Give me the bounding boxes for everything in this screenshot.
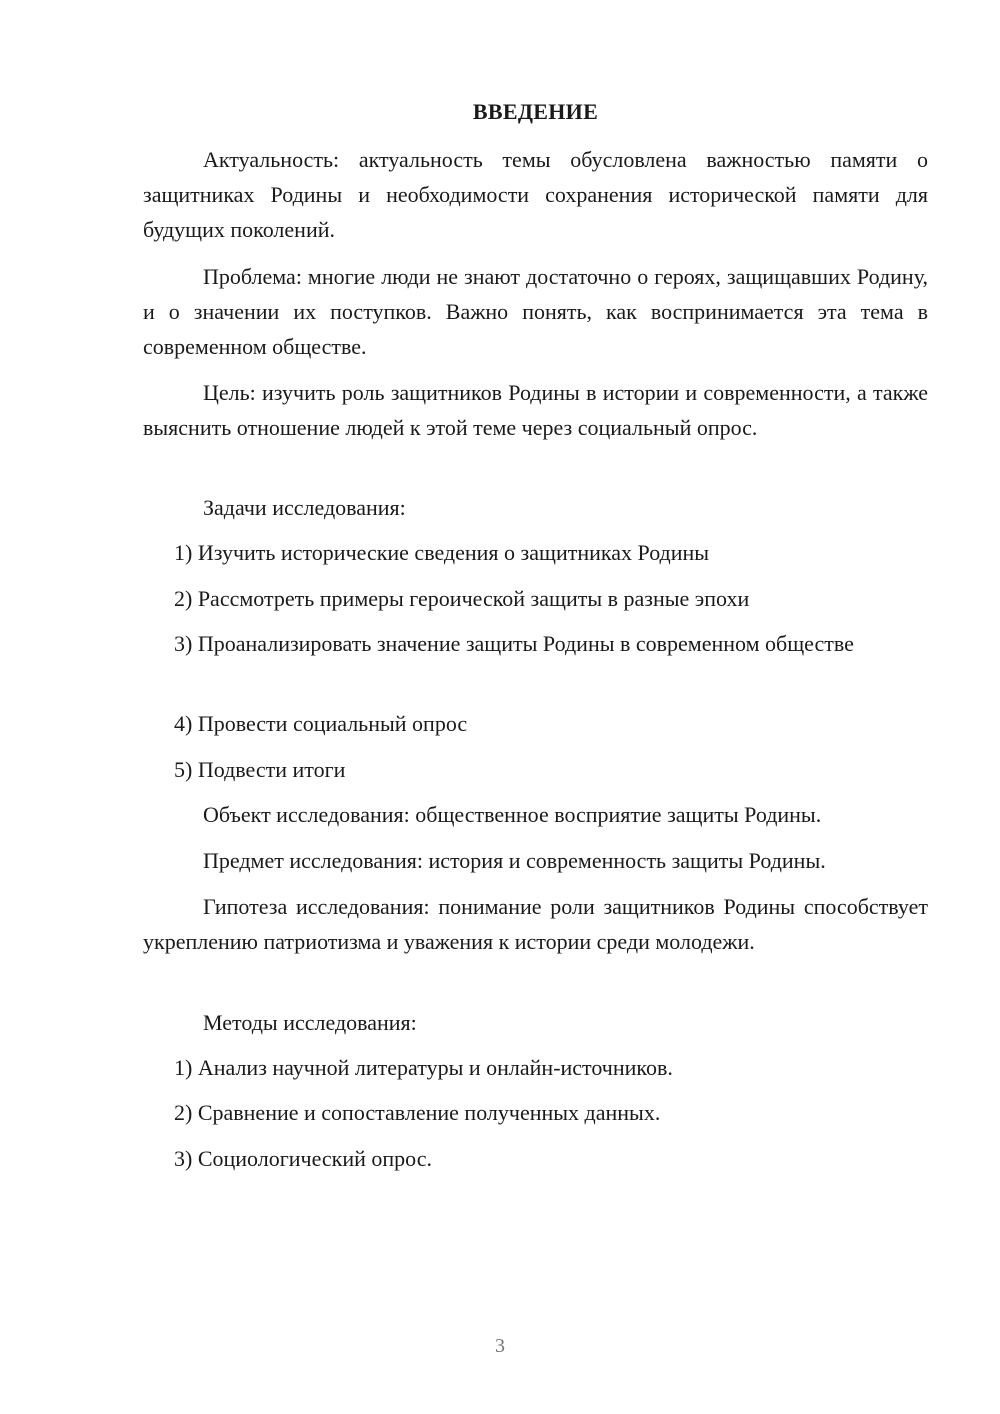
task-item: 5) Подвести итоги [174,757,346,782]
problem-paragraph: Проблема: многие люди не знают достаточно о героях, защищавших Родину, и о значении их поступков. Важно понять, как воспринимается эта тема в современном обществе. [143,264,928,359]
hypothesis-paragraph: Гипотеза исследования: понимание роли защитников Родины способствует укреплению патриотизма и уважения к истории среди молодежи. [143,894,928,954]
method-item: 2) Сравнение и сопоставление полученных данных. [174,1100,661,1125]
object-paragraph: Объект исследования: общественное восприятие защиты Родины. [203,802,822,827]
section-heading: ВВЕДЕНИЕ [472,99,599,124]
goal-paragraph: Цель: изучить роль защитников Родины в истории и современности, а также выяснить отношение людей к этой теме через социальный опрос. [143,380,928,440]
subject-paragraph: Предмет исследования: история и современность защиты Родины. [203,848,826,873]
task-item: 3) Проанализировать значение защиты Родины в современном обществе [174,631,854,656]
methods-title: Методы исследования: [203,1010,417,1035]
relevance-paragraph: Актуальность: актуальность темы обусловлена важностью памяти о защитниках Родины и необходимости сохранения исторической памяти для будущих поколений. [143,147,928,242]
method-item: 3) Социологический опрос. [174,1146,432,1171]
task-item: 1) Изучить исторические сведения о защитниках Родины [174,540,710,565]
task-item: 2) Рассмотреть примеры героической защиты в разные эпохи [174,586,750,611]
method-item: 1) Анализ научной литературы и онлайн-источников. [174,1055,673,1080]
task-item: 4) Провести социальный опрос [174,711,468,736]
tasks-title: Задачи исследования: [203,495,406,520]
page-number: 3 [495,1335,505,1357]
